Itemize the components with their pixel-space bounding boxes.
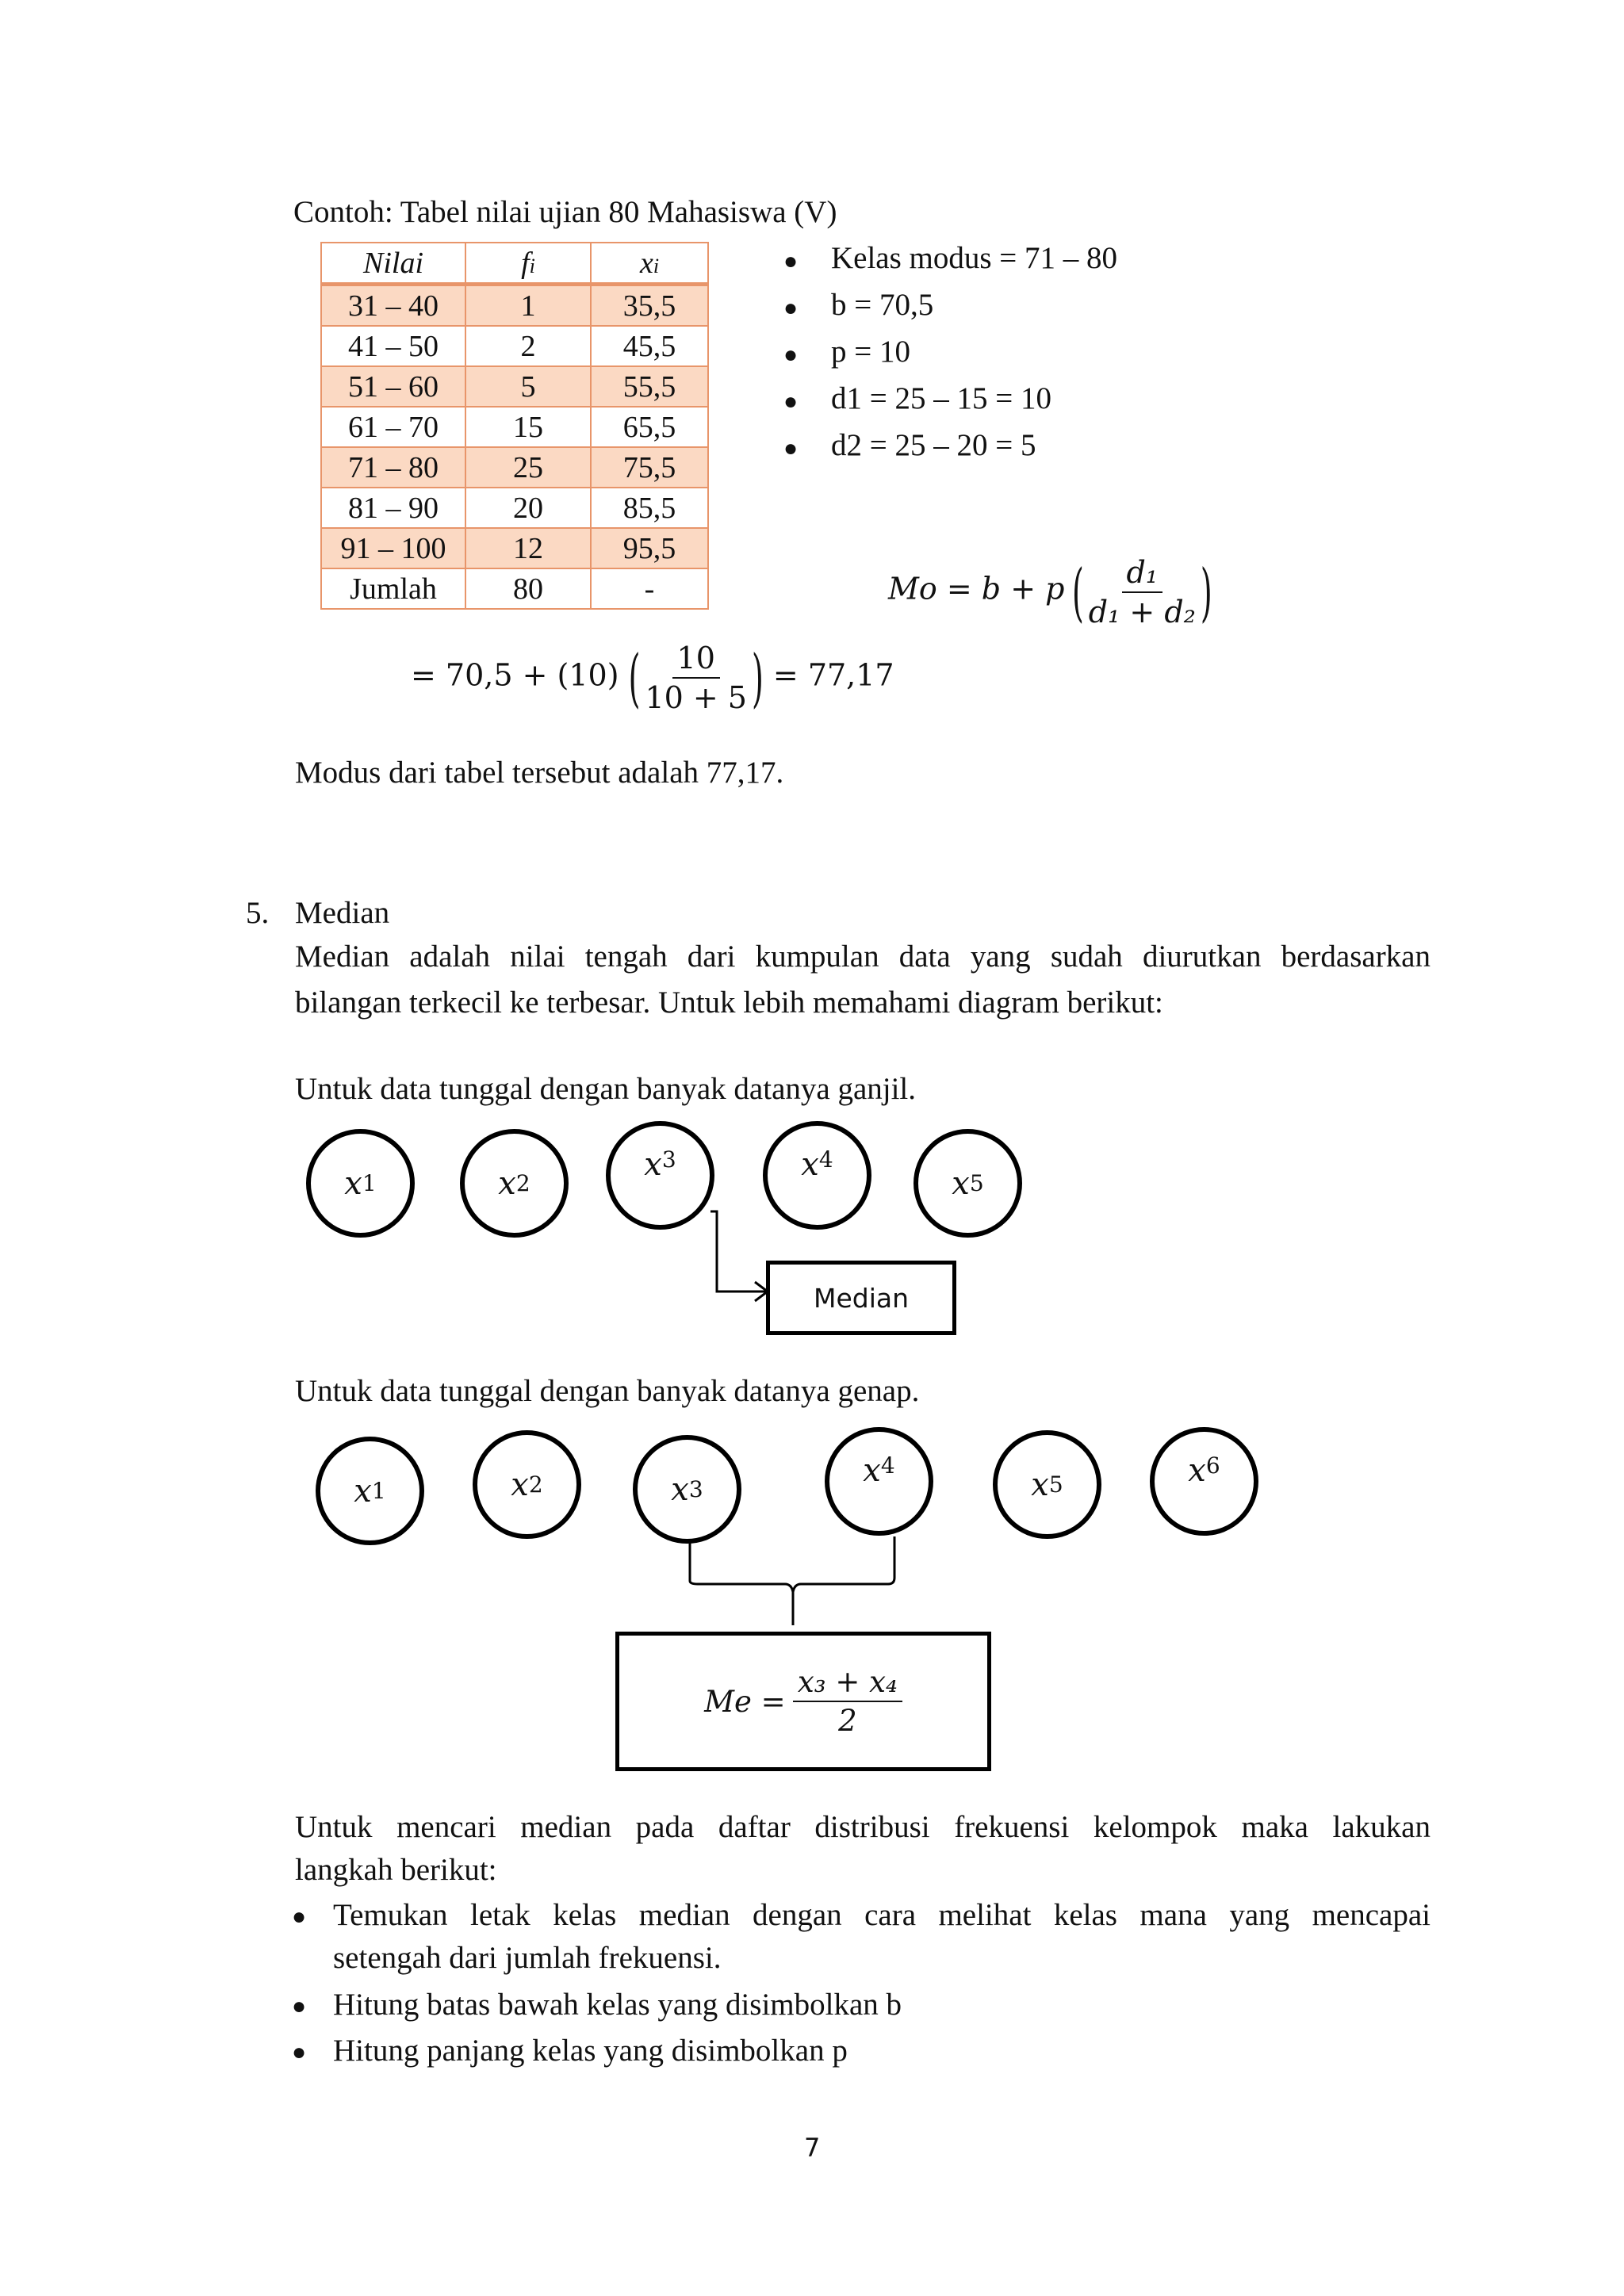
median-label-box <box>766 1261 956 1335</box>
header-xi: xi <box>591 243 708 285</box>
bullet-icon: ● <box>783 248 799 274</box>
modus-conclusion: Modus dari tabel tersebut adalah 77,17. <box>295 756 784 790</box>
cell-xi: 35,5 <box>591 285 708 327</box>
cell-xi: 45,5 <box>591 326 708 366</box>
cell-nilai: 41 – 50 <box>321 326 465 366</box>
even-data-intro: Untuk data tunggal dengan banyak datanya genap. <box>295 1374 920 1408</box>
cell-nilai: 61 – 70 <box>321 407 465 447</box>
section-number: 5. <box>246 896 270 930</box>
bullet-icon: ● <box>292 1904 307 1930</box>
bullet-icon: ● <box>783 295 799 321</box>
cell-xi: - <box>591 568 708 609</box>
cell-xi: 85,5 <box>591 488 708 528</box>
median-definition-line2: bilangan terkecil ke terbesar. Untuk lebih memahami diagram berikut: <box>295 985 1163 1020</box>
cell-fi: 2 <box>465 326 591 366</box>
cell-nilai: 51 – 60 <box>321 366 465 407</box>
cell-fi: 15 <box>465 407 591 447</box>
table-caption: Contoh: Tabel nilai ujian 80 Mahasiswa (V) <box>293 195 837 229</box>
header-fi: fi <box>465 243 591 285</box>
data-circle-x1: x 1 <box>316 1437 424 1545</box>
cell-fi: 12 <box>465 528 591 568</box>
header-nilai: Nilai <box>321 243 465 285</box>
cell-nilai: 91 – 100 <box>321 528 465 568</box>
odd-data-intro: Untuk data tunggal dengan banyak datanya ganjil. <box>295 1072 917 1106</box>
data-circle-x3: x 3 <box>606 1121 714 1230</box>
page-number: 7 <box>804 2133 821 2163</box>
bullet-icon: ● <box>292 1993 307 2019</box>
data-circle-x4: x 4 <box>825 1427 933 1536</box>
grouped-intro-line1: Untuk mencari median pada daftar distribusi frekuensi kelompok maka lakukan <box>295 1810 1431 1844</box>
bullet-icon: ● <box>783 342 799 368</box>
cell-xi: 55,5 <box>591 366 708 407</box>
data-circle-x3: x 3 <box>633 1435 741 1544</box>
cell-fi: 5 <box>465 366 591 407</box>
cell-fi: 1 <box>465 285 591 327</box>
data-circle-x6: x 6 <box>1150 1427 1258 1536</box>
list-item: ● Temukan letak kelas median dengan cara melihat kelas mana yang mencapai setengah dari jumlah frekuensi. <box>292 1898 1431 1975</box>
data-circle-x2: x 2 <box>473 1430 581 1539</box>
bullet-icon: ● <box>783 435 799 461</box>
modus-formula: Mo = b + p ( $\frac{\text{d₁}}{\text{d₁ + d₂}}$ ) <box>888 555 1212 629</box>
cell-xi: 95,5 <box>591 528 708 568</box>
data-circle-x5: x 5 <box>993 1430 1101 1539</box>
grouped-intro-line2: langkah berikut: <box>295 1853 497 1887</box>
modus-calculation: = 70,5 + (10) ( $\frac{10}{10 + 5}$ ) = 77,17 <box>411 641 894 715</box>
cell-xi: 65,5 <box>591 407 708 447</box>
section-title: Median <box>295 896 390 930</box>
cell-xi: 75,5 <box>591 447 708 488</box>
cell-nilai: 81 – 90 <box>321 488 465 528</box>
data-circle-x1: x 1 <box>306 1129 415 1238</box>
median-label: Median <box>813 1282 910 1314</box>
bullet-icon: ● <box>292 2039 307 2065</box>
cell-fi: 25 <box>465 447 591 488</box>
cell-nilai: 31 – 40 <box>321 285 465 327</box>
cell-nilai: 71 – 80 <box>321 447 465 488</box>
cell-nilai: Jumlah <box>321 568 465 609</box>
data-circle-x5: x 5 <box>914 1129 1022 1238</box>
data-circle-x4: x 4 <box>763 1121 871 1230</box>
median-even-formula-box: Me = $\frac{\text{x₃ + x₄}}{2}$ <box>615 1632 991 1771</box>
cell-fi: 20 <box>465 488 591 528</box>
bullet-icon: ● <box>783 388 799 415</box>
data-circle-x2: x 2 <box>460 1129 569 1238</box>
median-definition-line1: Median adalah nilai tengah dari kumpulan data yang sudah diurutkan berdasarkan <box>295 939 1431 974</box>
cell-fi: 80 <box>465 568 591 609</box>
